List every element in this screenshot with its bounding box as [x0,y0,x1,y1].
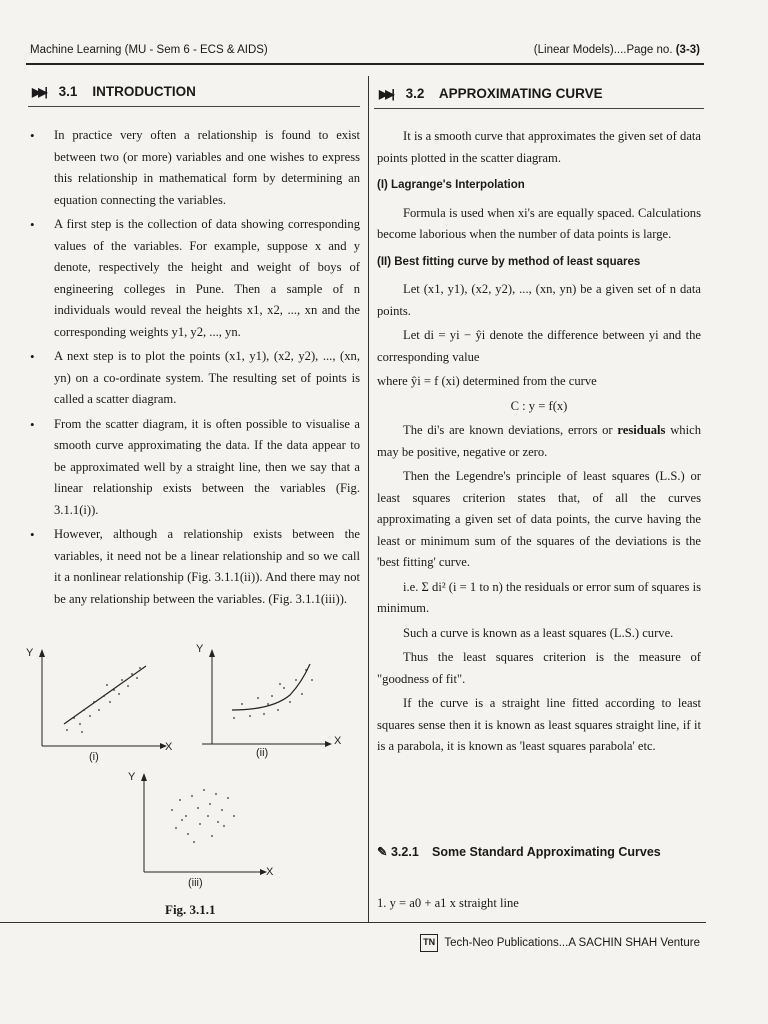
book-title: Machine Learning (MU - Sem 6 - ECS & AIDS) [30,44,268,56]
right-column [377,126,701,761]
intro-paragraph: It is a smooth curve that approximates the given set of data points plotted in the scatter diagram. [377,129,701,165]
plot-i [26,647,173,763]
list-item: • In practice very often a relationship is found to exist between two (or more) variables and one wishes to express this relationship in mathematical form by determining an equation connecting the variables. [30,125,360,211]
plot-label-iii: (iii) [188,877,203,889]
page-number: (Linear Models)....Page no. (3-3) [533,44,700,56]
equation-line: where ŷi = f (xi) determined from the curve [377,374,597,388]
list-item: • However, although a relationship exists between the variables, it need not be a linear relationship and so we call it a nonlinear relationship (Fig. 3.1.1(ii)). And there may not be any relationship between the variables. (Fig. 3.1.1(iii)). [30,524,360,610]
subheading-least-squares: (II) Best fitting curve by method of least squares [377,255,641,268]
plot-ii [196,643,342,759]
list-item: • From the scatter diagram, it is often possible to visualise a smooth curve approximating the data. If the data appear to be approximated well by a straight line, then we say that a linear relationship exists between the variables (Fig. 3.1.1(i)). [30,414,360,522]
list-item: • A next step is to plot the points (x1, y1), (x2, y2), ..., (xn, yn) on a co-ordinate system. The resulting set of points is called a scatter diagram. [30,346,360,411]
bullet-list [30,125,360,610]
scatter-figure [22,640,362,930]
paragraph: Thus the least squares criterion is the measure of "goodness of fit". [377,650,701,686]
section-underline [374,108,704,109]
paragraph-residuals: The di's are known deviations, errors or residuals which may be positive, negative or zero. [377,423,701,459]
y-axis-label: Y [26,647,34,659]
column-divider [368,76,369,922]
publisher-name: Tech-Neo Publications...A SACHIN SHAH Venture [444,937,700,949]
plot-label-ii: (ii) [256,747,269,759]
paragraph: Such a curve is known as a least squares (L.S.) curve. [403,625,674,640]
equation-curve: C : y = f(x) [510,398,568,413]
paragraph: Formula is used when xi's are equally spaced. Calculations become laborious when the number of data points is large. [377,205,701,241]
scatter-points [233,669,313,719]
list-item: • A first step is the collection of data showing corresponding values of the variables. For example, suppose x and y denote, respectively the height and weight of boys of engineering colleges in Pune. Then a sample of n individuals would reveal the heights x1, x2, ..., xn and the corresponding weights y1, y2, ..., yn. [30,214,360,343]
y-axis-label: Y [128,771,136,783]
list-item-straight-line: 1. y = a0 + a1 x straight line [377,896,519,910]
section-arrow-icon: ▶▶| [32,85,45,99]
subheading-lagrange: (I) Lagrange's Interpolation [377,179,525,191]
scatter-points [171,789,235,843]
residuals-term: residuals [617,423,666,437]
section-arrow-icon: ▶▶| [379,87,392,101]
paragraph: Let di = yi − ŷi denote the difference between yi and the corresponding value [377,328,701,364]
x-axis-label: X [165,741,173,753]
paragraph: Then the Legendre's principle of least squares (L.S.) or least squares criterion states that, of all the curves approximating a given set of data points, the curve having the least or minimum sum of the squares of the deviations is the 'best fitting' curve. [377,469,701,569]
summation-formula: i.e. Σ di² (i = 1 to n) the residuals or error sum of squares is minimum. [377,579,701,615]
plot-iii [128,771,274,889]
pencil-icon: ✎ [377,845,388,859]
subsection-heading-3-2-1: ✎ 3.2.1 Some Standard Approximating Curves [377,845,661,859]
running-header [30,44,700,64]
left-column [30,125,360,613]
paragraph: If the curve is a straight line fitted according to least squares sense then it is known as least squares straight line, if it is a parabola, it is known as 'least squares parabola' etc. [377,696,701,753]
x-axis-label: X [266,866,274,878]
section-heading-3-2: ▶▶| 3.2 APPROXIMATING CURVE [379,86,603,101]
publisher-logo-icon: TN [420,934,438,952]
section-underline [28,106,360,107]
y-axis-label: Y [196,643,204,655]
publisher-footer [420,934,700,952]
plot-label-i: (i) [89,751,99,763]
header-rule [26,63,704,65]
paragraph: Let (x1, y1), (x2, y2), ..., (xn, yn) be a given set of n data points. [377,282,701,318]
x-axis-label: X [334,735,342,747]
figure-caption: Fig. 3.1.1 [165,902,216,917]
footer-rule [0,922,706,923]
section-heading-3-1: ▶▶| 3.1 INTRODUCTION [32,84,196,99]
